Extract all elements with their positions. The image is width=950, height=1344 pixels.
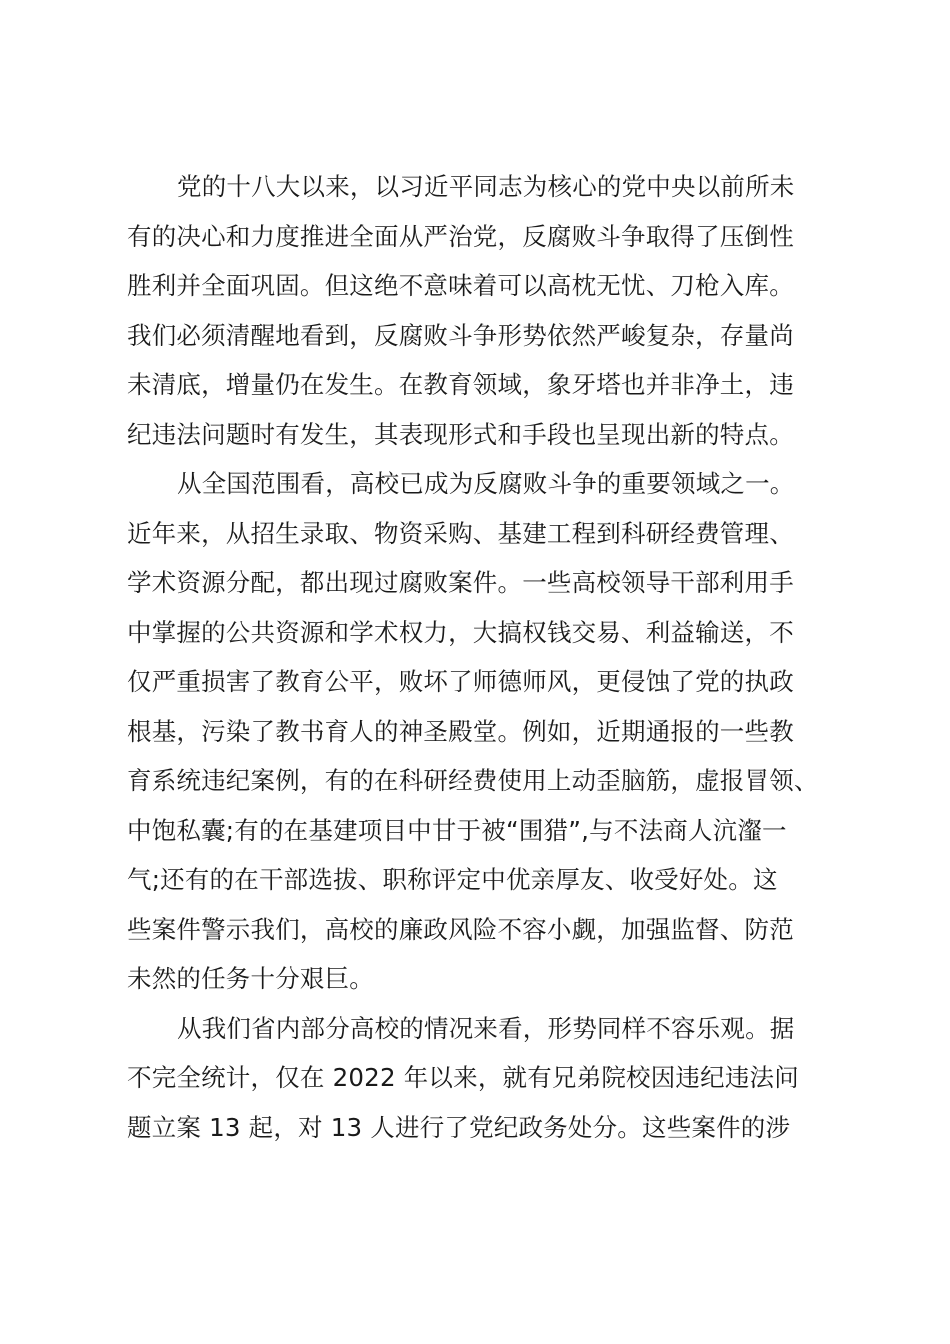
text-line: 气;还有的在干部选拔、职称评定中优亲厚友、收受好处。这 — [127, 865, 778, 894]
text-line: 纪违法问题时有发生，其表现形式和手段也呈现出新的特点。 — [127, 419, 794, 449]
text-line: 胜利并全面巩固。但这绝不意味着可以高枕无忧、刀枪入库。 — [127, 271, 794, 300]
text-line: 中饱私囊;有的在基建项目中甘于被“围猎”,与不法商人沆瀣一 — [127, 815, 787, 845]
document-body — [127, 162, 847, 1152]
text-line: 根基，污染了教书育人的神圣殿堂。例如，近期通报的一些教 — [127, 716, 794, 746]
paragraph-1 — [127, 162, 847, 459]
text-line: 不完全统计，仅在 2022 年以来，就有兄弟院校因违纪违法问 — [127, 1063, 799, 1092]
text-line: 有的决心和力度推进全面从严治党，反腐败斗争取得了压倒性 — [127, 221, 794, 251]
text-line: 未清底，增量仍在发生。在教育领域，象牙塔也并非净土，违 — [127, 370, 794, 399]
text-line: 近年来，从招生录取、物资采购、基建工程到科研经费管理、 — [127, 518, 794, 548]
text-line: 学术资源分配，都出现过腐败案件。一些高校领导干部利用手 — [127, 568, 794, 597]
text-line: 题立案 13 起，对 13 人进行了党纪政务处分。这些案件的涉 — [127, 1112, 791, 1142]
text-line: 从全国范围看，高校已成为反腐败斗争的重要领域之一。 — [177, 469, 795, 498]
text-line: 未然的任务十分艰巨。 — [127, 964, 374, 993]
text-line: 从我们省内部分高校的情况来看，形势同样不容乐观。据 — [177, 1013, 795, 1043]
paragraph-3 — [127, 1004, 847, 1153]
text-line: 些案件警示我们，高校的廉政风险不容小觑，加强监督、防范 — [127, 914, 794, 944]
text-line: 我们必须清醒地看到，反腐败斗争形势依然严峻复杂，存量尚 — [127, 320, 794, 350]
text-line: 党的十八大以来，以习近平同志为核心的党中央以前所未 — [177, 172, 795, 201]
paragraph-2 — [127, 459, 847, 1004]
text-line: 育系统违纪案例，有的在科研经费使用上动歪脑筋，虚报冒领、 — [127, 766, 819, 795]
text-line: 仅严重损害了教育公平，败坏了师德师风，更侵蚀了党的执政 — [127, 667, 794, 696]
text-line: 中掌握的公共资源和学术权力，大搞权钱交易、利益输送，不 — [127, 617, 794, 647]
